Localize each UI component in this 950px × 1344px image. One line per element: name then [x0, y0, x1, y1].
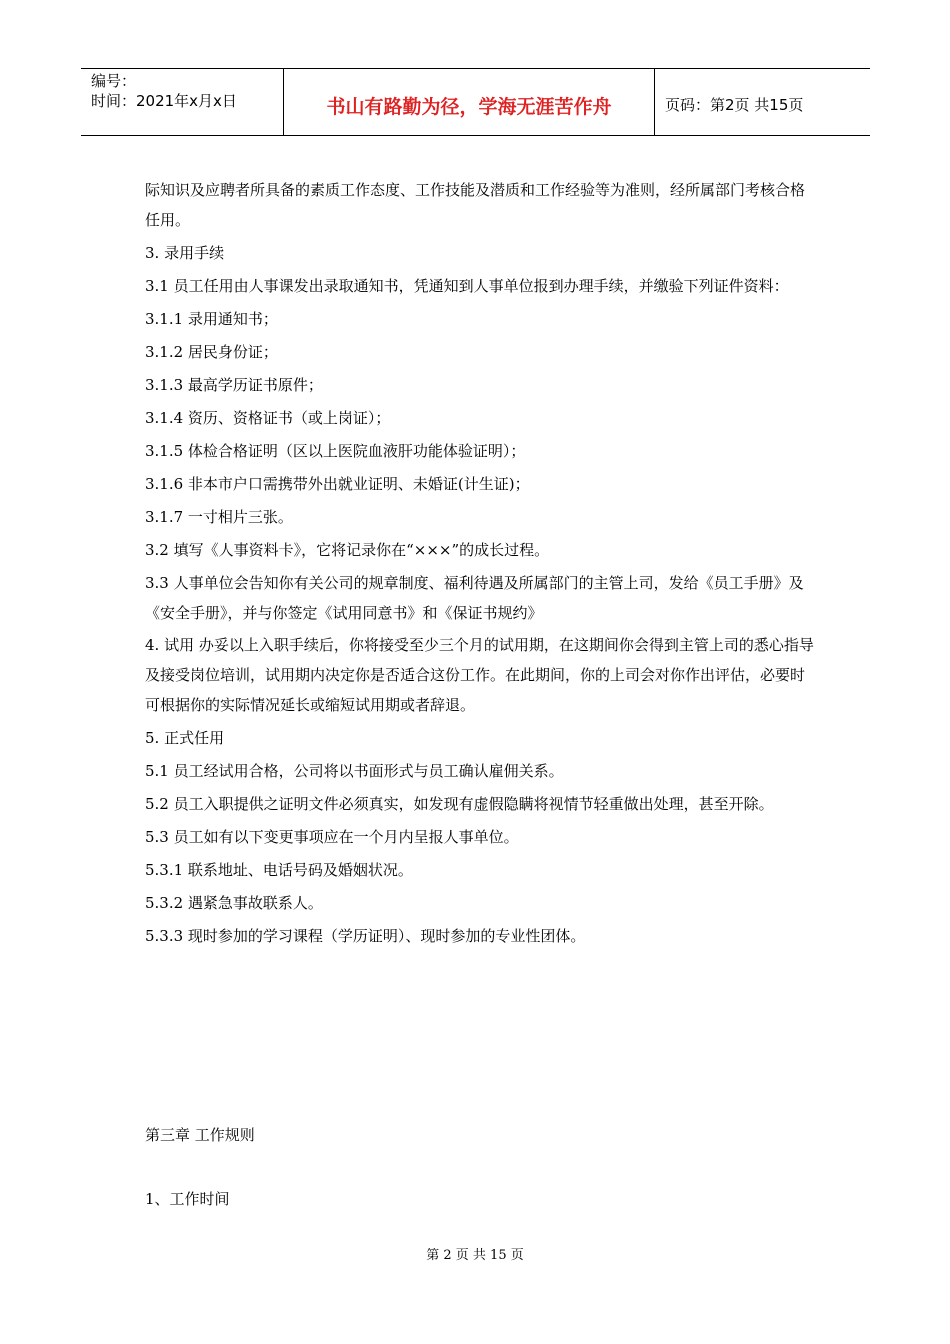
body-paragraph: 4. 试用 办妥以上入职手续后，你将接受至少三个月的试用期，在这期间你会得到主管上司的悉心指导及接受岗位培训，试用期内决定你是否适合这份工作。在此期间，你的上司会对你作出评估，必要时可根据你的实际情况延长或缩短试用期或者辞退。: [145, 636, 814, 714]
document-date: 时间：2021年x月x日: [91, 92, 237, 110]
document-body: [145, 174, 817, 953]
document-header: [81, 68, 870, 136]
page-footer: 第 2 页 共 15 页: [426, 1248, 524, 1263]
list-item: 3.1.6 非本市户口需携带外出就业证明、未婚证(计生证)；: [145, 475, 530, 493]
body-paragraph: 3.2 填写《人事资料卡》，它将记录你在“×××”的成长过程。: [145, 541, 550, 559]
list-item: 5.3.3 现时参加的学习课程（学历证明）、现时参加的专业性团体。: [145, 927, 586, 945]
section-heading: 3. 录用手续: [145, 244, 225, 262]
body-paragraph: 5.2 员工入职提供之证明文件必须真实，如发现有虚假隐瞒将视情节轻重做出处理，甚至开除。: [145, 795, 774, 813]
list-item: 3.1.2 居民身份证；: [145, 343, 278, 361]
body-paragraph: 3.1 员工任用由人事课发出录取通知书，凭通知到人事单位报到办理手续，并缴验下列证件资料：: [145, 277, 789, 295]
body-paragraph: 5.3 员工如有以下变更事项应在一个月内呈报人事单位。: [145, 828, 519, 846]
section-heading: 5. 正式任用: [145, 729, 225, 747]
list-item: 5.3.2 遇紧急事故联系人。: [145, 894, 323, 912]
list-item: 3.1.5 体检合格证明（区以上医院血液肝功能体验证明）；: [145, 442, 526, 460]
list-item: 3.1.7 一寸相片三张。: [145, 508, 293, 526]
list-item: 3.1.4 资历、资格证书（或上岗证）；: [145, 409, 391, 427]
body-paragraph: 3.3 人事单位会告知你有关公司的规章制度、福利待遇及所属部门的主管上司，发给《员工手册》及《安全手册》，并与你签定《试用同意书》和《保证书规约》: [145, 574, 804, 622]
document-number-label: 编号：: [91, 72, 137, 90]
header-page-info: 页码：第2页 共15页: [665, 95, 804, 114]
list-item: 3.1.1 录用通知书；: [145, 310, 278, 328]
header-motto: 书山有路勤为径，学海无涯苦作舟: [283, 69, 655, 135]
body-paragraph: 际知识及应聘者所具备的素质工作态度、工作技能及潜质和工作经验等为准则，经所属部门考核合格任用。: [145, 181, 806, 229]
chapter-title: 第三章 工作规则: [145, 1126, 255, 1144]
list-item: 5.3.1 联系地址、电话号码及婚姻状况。: [145, 861, 413, 879]
header-meta: [81, 69, 283, 135]
section-title: 1、工作时间: [145, 1190, 230, 1208]
list-item: 3.1.3 最高学历证书原件；: [145, 376, 323, 394]
body-paragraph: 5.1 员工经试用合格，公司将以书面形式与员工确认雇佣关系。: [145, 762, 564, 780]
